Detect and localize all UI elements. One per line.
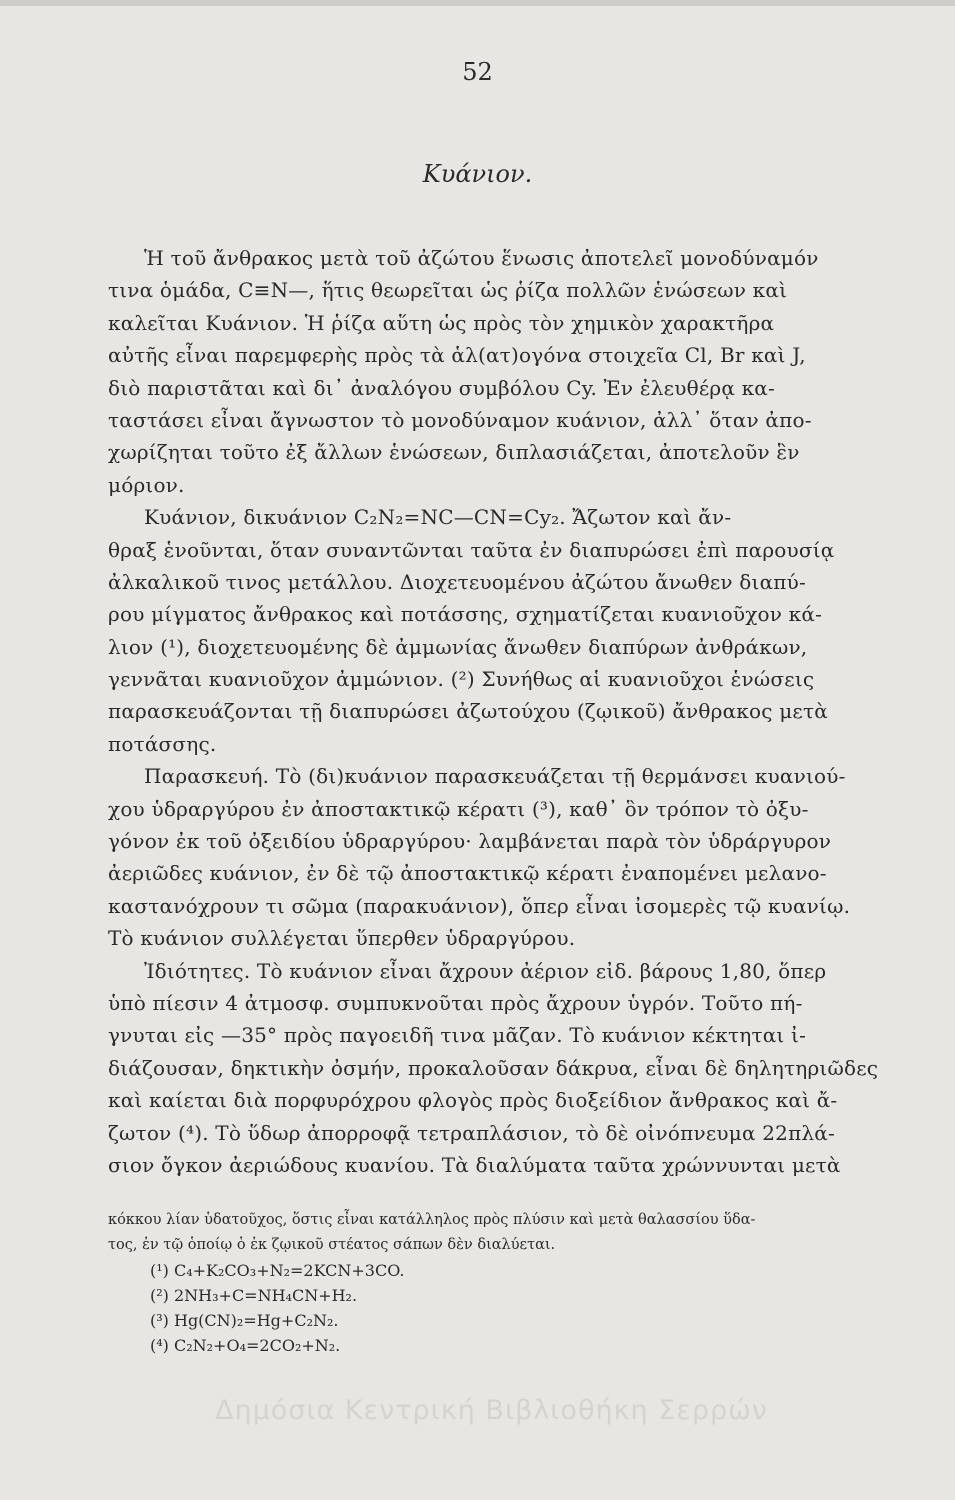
text-line: γεννᾶται κυανιοῦχον ἀμμώνιον. (²) Συνήθως αἱ κυανιοῦχοι ἑνώσεις: [108, 667, 815, 692]
text-line: παρασκευάζονται τῇ διαπυρώσει ἀζωτούχου (ζῳικοῦ) ἄνθρακος μετὰ: [108, 699, 828, 724]
text-line: ρου μίγματος ἄνθρακος καὶ ποτάσσης, σχηματίζεται κυανιοῦχον κά-: [108, 602, 823, 627]
footnotes: [108, 1208, 928, 1358]
text-line: διάζουσαν, δηκτικὴν ὀσμήν, προκαλοῦσαν δάκρυα, εἶναι δὲ δηλητηριῶδες: [108, 1055, 879, 1080]
page-top-edge: [0, 0, 955, 6]
footnote-line: τος, ἐν τῷ ὁποίῳ ὁ ἐκ ζῳικοῦ στέατος σάπων δὲν διαλύεται.: [108, 1237, 556, 1253]
text-line: Παρασκευή. Τὸ (δι)κυάνιον παρασκευάζεται τῇ θερμάνσει κυανιού-: [144, 764, 846, 789]
text-line: καλεῖται Κυάνιον. Ἡ ῥίζα αὕτη ὡς πρὸς τὸν χημικὸν χαρακτῆρα: [108, 310, 775, 335]
text-line: χου ὑδραργύρου ἐν ἀποστακτικῷ κέρατι (³), καθ᾽ ὃν τρόπον τὸ ὀξυ-: [108, 796, 809, 821]
text-line: γόνον ἐκ τοῦ ὀξειδίου ὑδραργύρου· λαμβάνεται παρὰ τὸν ὑδράργυρον: [108, 829, 832, 854]
footnote-line: (³) Hg(CN)₂=Hg+C₂N₂.: [150, 1311, 339, 1330]
text-line: μόριον.: [108, 472, 185, 497]
text-line: Ἰδιότητες. Τὸ κυάνιον εἶναι ἄχρουν ἀέριον εἰδ. βάρους 1,80, ὅπερ: [144, 958, 827, 983]
text-line: ταστάσει εἶναι ἄγνωστον τὸ μονοδύναμον κυάνιον, ἀλλ᾽ ὅταν ἀπο-: [108, 407, 812, 432]
text-line: λιον (¹), διοχετευομένης δὲ ἀμμωνίας ἄνωθεν διαπύρων ἀνθράκων,: [108, 634, 808, 659]
text-line: ζωτον (⁴). Τὸ ὕδωρ ἀπορροφᾷ τετραπλάσιον, τὸ δὲ οἰνόπνευμα 22πλά-: [108, 1120, 835, 1145]
text-line: θραξ ἑνοῦνται, ὅταν συναντῶνται ταῦτα ἐν διαπυρώσει ἐπὶ παρουσίᾳ: [108, 537, 835, 562]
text-line: αὐτῆς εἶναι παρεμφερὴς πρὸς τὰ ἁλ(ατ)ογόνα στοιχεῖα Cl, Br καὶ J,: [108, 343, 806, 368]
footnote-line: (²) 2NH₃+C=NH₄CN+H₂.: [150, 1286, 358, 1305]
text-line: τινα ὁμάδα, C≡N—, ἥτις θεωρεῖται ὡς ῥίζα πολλῶν ἑνώσεων καὶ: [108, 278, 788, 303]
text-line: Κυάνιον, δικυάνιον C₂N₂=NC—CN=Cy₂. Ἄζωτον καὶ ἄν-: [144, 505, 732, 530]
text-line: ἀεριῶδες κυάνιον, ἐν δὲ τῷ ἀποστακτικῷ κέρατι ἐναπομένει μελανο-: [108, 861, 827, 886]
text-line: καστανόχρουν τι σῶμα (παρακυάνιον), ὅπερ εἶναι ἰσομερὲς τῷ κυανίῳ.: [108, 893, 851, 918]
text-line: Τὸ κυάνιον συλλέγεται ὕπερθεν ὑδραργύρου.: [108, 926, 576, 951]
text-line: γνυται εἰς —35° πρὸς παγοειδῆ τινα μᾶζαν. Τὸ κυάνιον κέκτηται ἰ-: [108, 1023, 807, 1048]
section-title: Κυάνιον.: [422, 160, 533, 188]
text-line: Ἡ τοῦ ἄνθρακος μετὰ τοῦ ἀζώτου ἕνωσις ἀποτελεῖ μονοδύναμόν: [144, 246, 819, 270]
page-number: 52: [462, 58, 493, 86]
footnote-line: κόκκου λίαν ὑδατοῦχος, ὅστις εἶναι κατάλληλος πρὸς πλύσιν καὶ μετὰ θαλασσίου ὕδα-: [108, 1212, 756, 1228]
text-line: διὸ παριστᾶται καὶ δι᾽ ἀναλόγου συμβόλου Cy. Ἐν ἐλευθέρᾳ κα-: [108, 375, 775, 400]
text-line: σιον ὄγκον ἀεριώδους κυανίου. Τὰ διαλύματα ταῦτα χρώννυνται μετὰ: [108, 1152, 841, 1177]
footnote-line: (¹) C₄+K₂CO₃+N₂=2KCN+3CO.: [150, 1261, 405, 1280]
footnote-line: (⁴) C₂N₂+O₄=2CO₂+N₂.: [150, 1336, 341, 1355]
text-line: ὑπὸ πίεσιν 4 ἀτμοσφ. συμπυκνοῦται πρὸς ἄχρουν ὑγρόν. Τοῦτο πή-: [108, 990, 803, 1015]
text-line: ἀλκαλικοῦ τινος μετάλλου. Διοχετευομένου ἀζώτου ἄνωθεν διαπύ-: [108, 569, 806, 594]
library-watermark: Δημόσια Κεντρική Βιβλιοθήκη Σερρών: [215, 1395, 768, 1426]
text-line: ποτάσσης.: [108, 731, 217, 756]
body-text: [108, 242, 928, 1181]
text-line: καὶ καίεται διὰ πορφυρόχρου φλογὸς πρὸς διοξείδιον ἄνθρακος καὶ ἄ-: [108, 1088, 838, 1113]
text-line: χωρίζηται τοῦτο ἐξ ἄλλων ἑνώσεων, διπλασιάζεται, ἀποτελοῦν ἓν: [108, 440, 800, 465]
